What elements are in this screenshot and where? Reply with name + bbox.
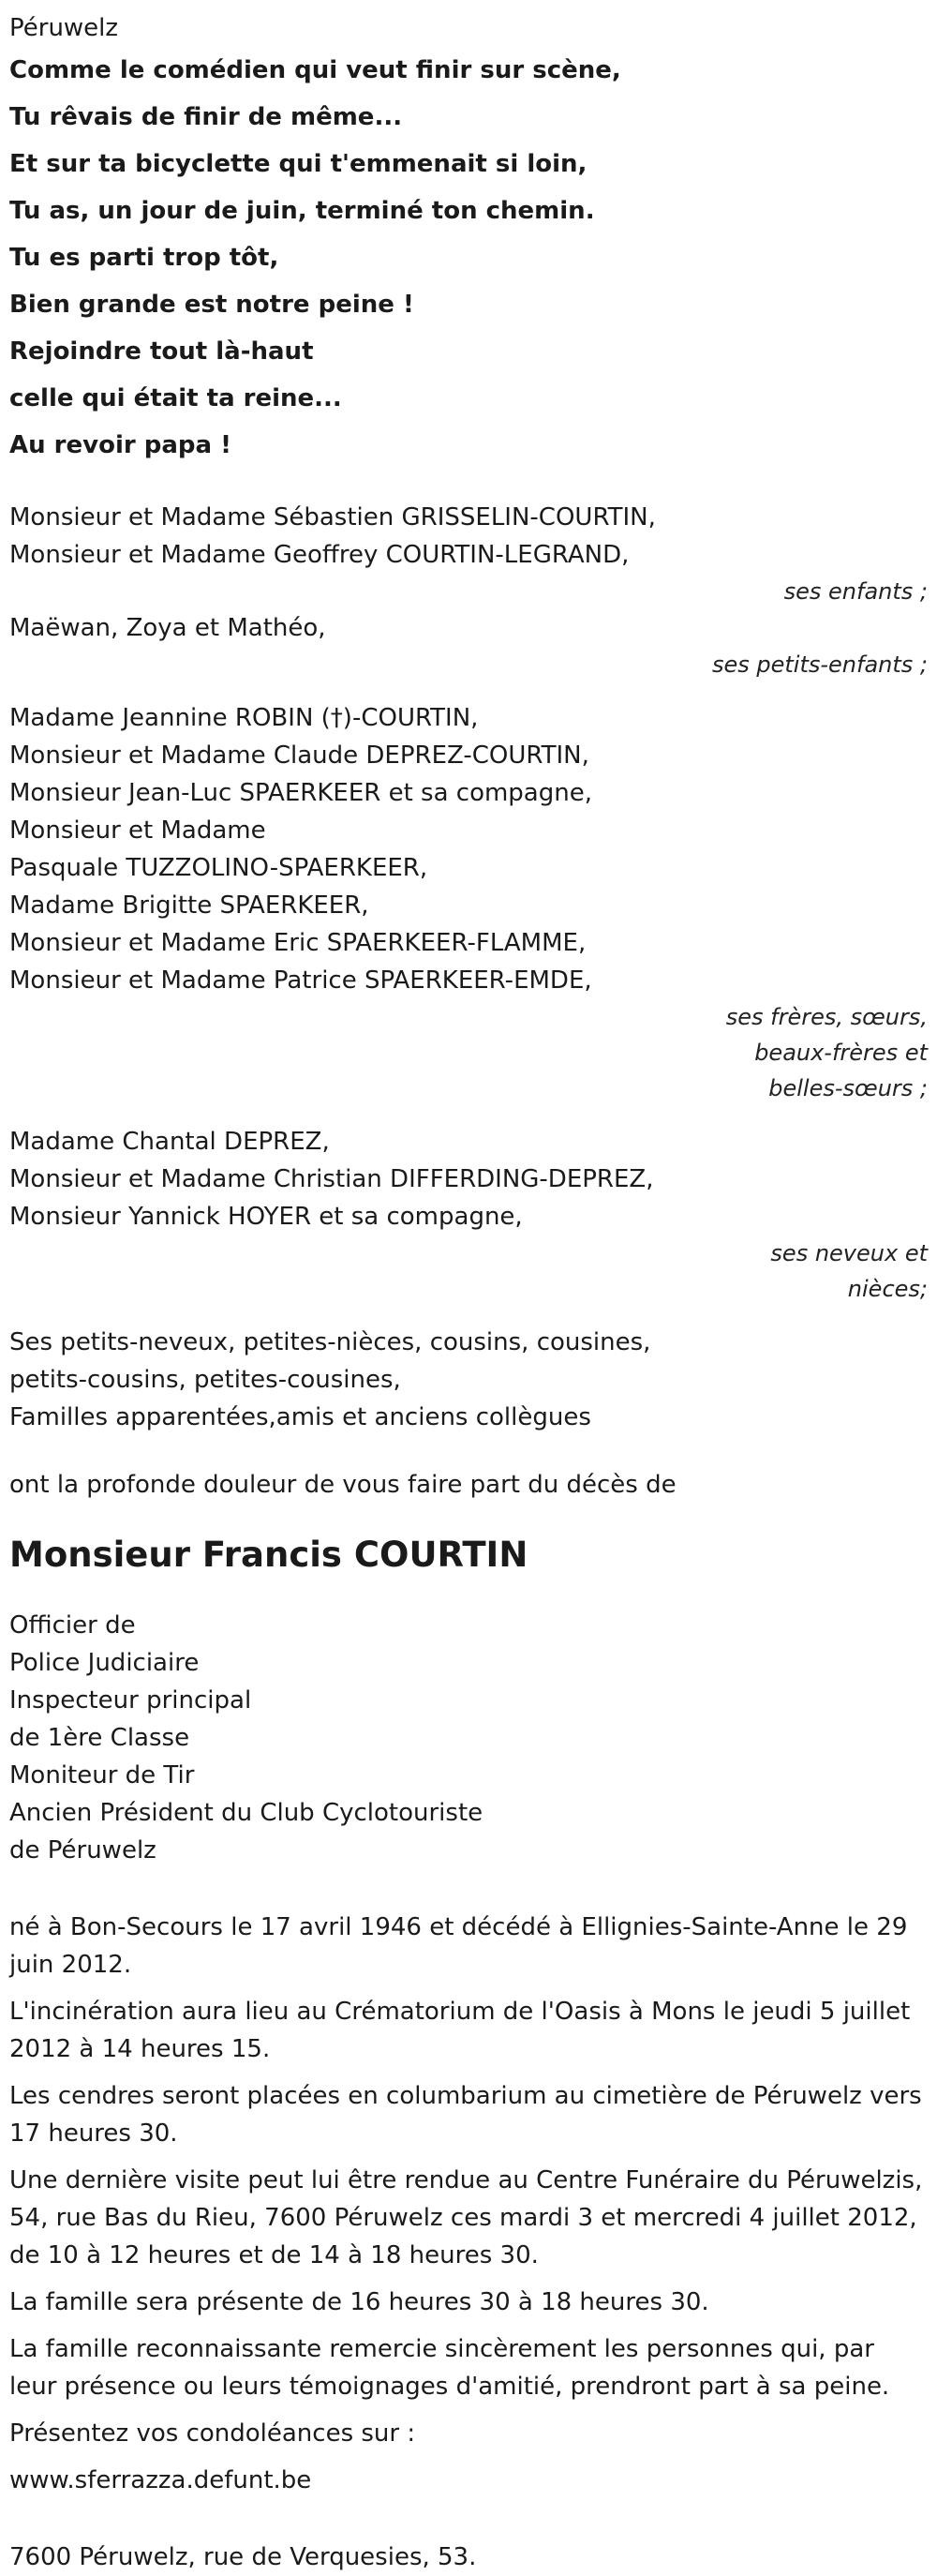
family-line: Ses petits-neveux, petites-nièces, cousins, cousines, <box>9 1328 651 1356</box>
relationship-label: belles-sœurs ; <box>768 1075 928 1101</box>
funeral-details <box>9 1909 928 2499</box>
visit-info: Une dernière visite peut lui être rendue au Centre Funéraire du Péruwelzis, 54, rue Bas du Rieu, 7600 Péruwelz ces mardi 3 et mercredi 4 juillet 2012, de 10 à 12 heures et de 14 à 18 heures 30. <box>9 2166 923 2269</box>
poem-line: Comme le comédien qui veut finir sur scène, <box>9 56 621 84</box>
family-member: Monsieur et Madame <box>9 816 266 845</box>
relationship-label: ses frères, sœurs, <box>725 1004 928 1030</box>
title-line: Ancien Président du Club Cyclotouriste <box>9 1799 483 1827</box>
family-member: Monsieur et Madame Sébastien GRISSELIN-COURTIN, <box>9 503 656 532</box>
extended-family <box>9 1324 928 1436</box>
relationship-label: nièces; <box>847 1276 928 1302</box>
family-member: Monsieur et Madame Patrice SPAERKEER-EMDE, <box>9 966 592 995</box>
title-line: Police Judiciaire <box>9 1649 200 1677</box>
poem-line: Et sur ta bicyclette qui t'emmenait si loin, <box>9 150 587 178</box>
condolences-website: www.sferrazza.defunt.be <box>9 2466 312 2494</box>
cremation-info: L'incinération aura lieu au Crématorium de l'Oasis à Mons le jeudi 5 juillet 2012 à 14 heures 15. <box>9 1998 911 2063</box>
thanks-text: La famille reconnaissante remercie sincèrement les personnes qui, par leur présence ou leurs témoignages d'amitié, prendront part à sa peine. <box>9 2335 890 2401</box>
town-heading: Péruwelz <box>9 14 119 42</box>
family-member: Maëwan, Zoya et Mathéo, <box>9 614 326 642</box>
relationship-label: ses neveux et <box>770 1240 928 1266</box>
poem-line: celle qui était ta reine... <box>9 384 342 412</box>
family-address: 7600 Péruwelz, rue de Verquesies, 53. <box>9 2543 477 2571</box>
poem-line: Rejoindre tout là-haut <box>9 337 314 366</box>
relationship-label: beaux-frères et <box>754 1040 928 1066</box>
family-line: Familles apparentées,amis et anciens collègues <box>9 1403 591 1431</box>
family-member: Madame Jeannine ROBIN (†)-COURTIN, <box>9 704 479 732</box>
poem-line: Tu rêvais de finir de même... <box>9 103 403 131</box>
relationship-label: ses petits-enfants ; <box>711 651 928 678</box>
family-member: Madame Brigitte SPAERKEER, <box>9 891 369 920</box>
ashes-info: Les cendres seront placées en columbarium au cimetière de Péruwelz vers 17 heures 30. <box>9 2082 922 2148</box>
title-line: Inspecteur principal <box>9 1686 252 1715</box>
condolences-prompt: Présentez vos condoléances sur : <box>9 2419 416 2448</box>
poem-line: Tu as, un jour de juin, terminé ton chemin. <box>9 197 595 225</box>
title-line: de Péruwelz <box>9 1836 156 1865</box>
announcement-text: ont la profonde douleur de vous faire part du décès de <box>9 1471 677 1499</box>
family-member: Pasquale TUZZOLINO-SPAERKEER, <box>9 854 428 882</box>
title-line: de 1ère Classe <box>9 1724 190 1752</box>
siblings-group <box>9 699 928 1106</box>
family-member: Monsieur et Madame Geoffrey COURTIN-LEGRAND, <box>9 541 630 569</box>
grandchildren-group <box>9 609 928 682</box>
family-member: Monsieur et Madame Eric SPAERKEER-FLAMME, <box>9 929 587 957</box>
poem-line: Bien grande est notre peine ! <box>9 291 414 319</box>
poem-line: Au revoir papa ! <box>9 431 231 459</box>
title-line: Officier de <box>9 1611 136 1640</box>
deceased-titles <box>9 1607 928 1869</box>
birth-death-info: né à Bon-Secours le 17 avril 1946 et décédé à Ellignies-Sainte-Anne le 29 juin 2012. <box>9 1913 908 1979</box>
deceased-name: Monsieur Francis COURTIN <box>9 1535 528 1575</box>
family-member: Madame Chantal DEPREZ, <box>9 1128 330 1156</box>
poem-line: Tu es parti trop tôt, <box>9 244 279 272</box>
family-member: Monsieur Yannick HOYER et sa compagne, <box>9 1203 523 1231</box>
family-line: petits-cousins, petites-cousines, <box>9 1366 401 1394</box>
nephews-group <box>9 1123 928 1307</box>
family-member: Monsieur et Madame Christian DIFFERDING-DEPREZ, <box>9 1165 654 1193</box>
children-group <box>9 499 928 609</box>
family-member: Monsieur Jean-Luc SPAERKEER et sa compagne, <box>9 779 592 807</box>
family-member: Monsieur et Madame Claude DEPREZ-COURTIN, <box>9 741 589 770</box>
family-presence-info: La famille sera présente de 16 heures 30 à 18 heures 30. <box>9 2288 709 2316</box>
poem <box>9 47 928 469</box>
title-line: Moniteur de Tir <box>9 1761 195 1790</box>
relationship-label: ses enfants ; <box>783 578 928 605</box>
